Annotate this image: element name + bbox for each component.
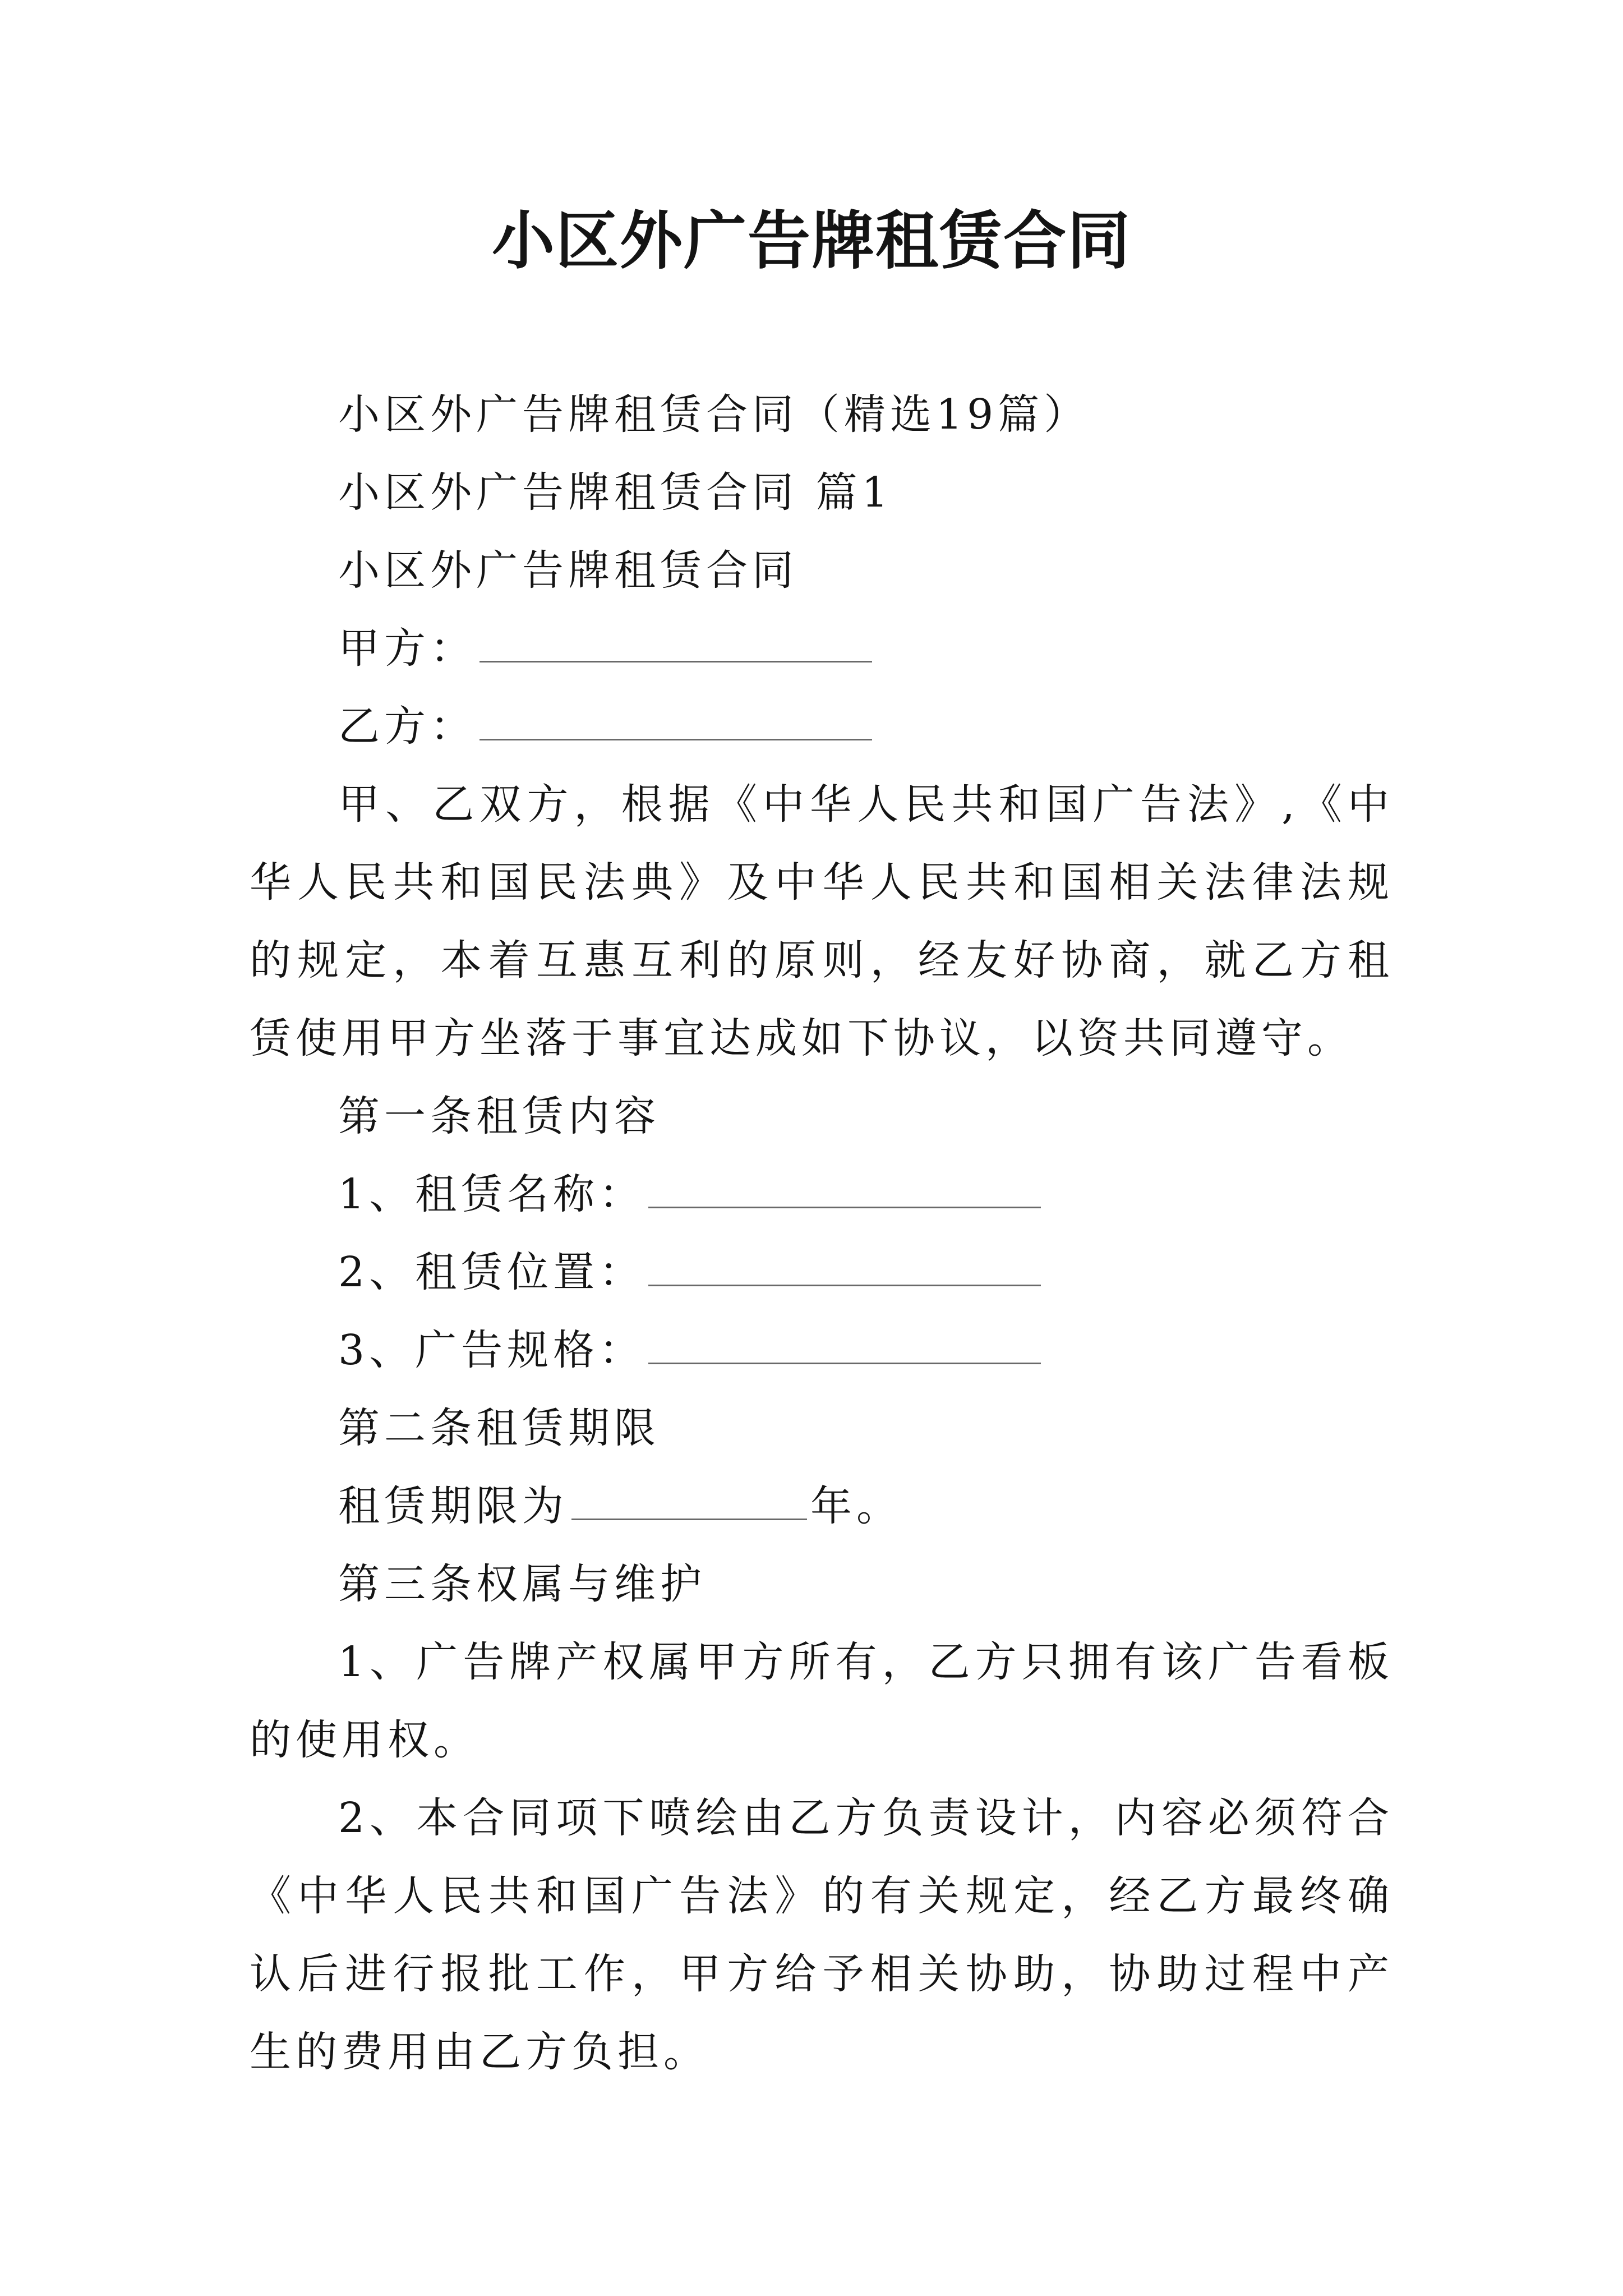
- article3-title: 第三条权属与维护: [338, 1560, 706, 1608]
- lease-location-blank: [648, 1250, 1041, 1286]
- lease-name-label: 1、租赁名称：: [338, 1170, 645, 1218]
- ad-spec-label: 3、广告规格：: [338, 1326, 645, 1374]
- party-b-line: [250, 688, 1394, 766]
- lease-term-suffix: 年。: [810, 1482, 902, 1530]
- ad-spec-line: [250, 1312, 1394, 1389]
- contract-name: 小区外广告牌租赁合同: [338, 546, 798, 595]
- lease-name-blank: [648, 1172, 1041, 1208]
- party-b-blank: [479, 704, 872, 740]
- document-subtitle: 小区外广告牌租赁合同（精选19篇）: [338, 390, 1090, 439]
- article2-title: 第二条租赁期限: [338, 1404, 660, 1452]
- lease-term-prefix: 租赁期限为: [338, 1482, 568, 1530]
- section-heading: 小区外广告牌租赁合同 篇1: [338, 468, 893, 517]
- ad-spec-blank: [648, 1328, 1041, 1364]
- party-a-label: 甲方：: [338, 624, 476, 673]
- lease-location-label: 2、租赁位置：: [338, 1248, 645, 1296]
- party-b-label: 乙方：: [338, 702, 476, 751]
- party-a-line: [250, 610, 1394, 688]
- article3-item-2: 2、本合同项下喷绘由乙方负责设计，内容必须符合《中华人民共和国广告法》的有关规定，经乙方最终确认后进行报批工作，甲方给予相关协助，协助过程中产生的费用由乙方负担。: [250, 1794, 1394, 2076]
- lease-term-blank: [571, 1484, 807, 1520]
- article3-item-1: 1、广告牌产权属甲方所有，乙方只拥有该广告看板的使用权。: [250, 1638, 1394, 1764]
- article1-title: 第一条租赁内容: [338, 1092, 660, 1140]
- lease-location-line: [250, 1234, 1394, 1312]
- preamble-paragraph: 甲、乙双方，根据《中华人民共和国广告法》,《中华人民共和国民法典》及中华人民共和国相关法律法规的规定，本着互惠互利的原则，经友好协商，就乙方租赁使用甲方坐落于事宜达成如下协议，以资共同遵守。: [250, 780, 1394, 1062]
- party-a-blank: [479, 626, 872, 662]
- lease-name-line: [250, 1156, 1394, 1234]
- document-title: 小区外广告牌租赁合同: [492, 204, 1131, 278]
- document-body: [250, 376, 1394, 2091]
- lease-term-line: [250, 1467, 1394, 1545]
